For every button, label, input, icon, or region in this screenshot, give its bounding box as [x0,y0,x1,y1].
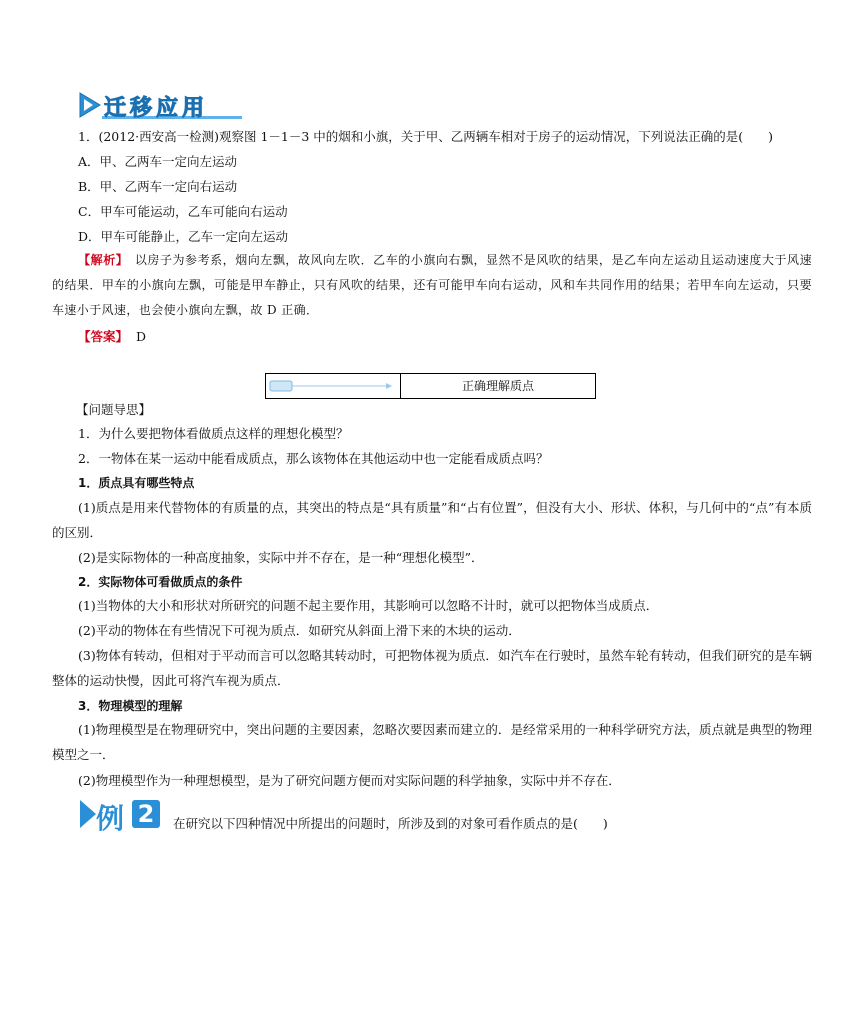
answer-value: D [136,329,147,344]
example-stem: 在研究以下四种情况中所提出的问题时，所涉及到的对象可看作质点的是( ) [173,816,608,831]
decorative-arrow-icon [268,375,398,397]
guide-question-2: 2．一物体在某一运动中能看成质点，那么该物体在其他运动中也一定能看成质点吗？ [78,451,549,466]
example-label: 例 [96,802,125,835]
analysis-label: 【解析】 [78,253,123,267]
paragraph-3: (1)当物体的大小和形状对所研究的问题不起主要作用，其影响可以忽略不计时，就可以把物体当成质点． [78,598,659,613]
table-title: 正确理解质点 [461,379,534,393]
table-left-cell [266,374,401,398]
paragraph-1: (1)质点是用来代替物体的有质量的点，其突出的特点是“具有质量”和“占有位置”，但没有大小、形状、体积，与几何中的“点”有本质的区别． [52,500,812,540]
analysis-paragraph [52,248,812,323]
heading-3: 3．物理模型的理解 [78,699,183,713]
play-arrow-icon [78,91,102,119]
guide-label: 【问题导思】 [76,402,152,417]
paragraph-4: (2)平动的物体在有些情况下可视为质点．如研究从斜面上滑下来的木块的运动． [78,623,521,638]
guide-question-1: 1．为什么要把物体看做质点这样的理想化模型？ [78,426,349,441]
paragraph-2: (2)是实际物体的一种高度抽象，实际中并不存在，是一种“理想化模型”． [78,550,484,565]
question-stem: 1．(2012·西安高一检测)观察图 1－1－3 中的烟和小旗，关于甲、乙两辆车相对于房子的运动情况，下列说法正确的是( ) [78,129,774,144]
example-number: 2 [137,800,155,828]
paragraph-6: (1)物理模型是在物理研究中，突出问题的主要因素，忽略次要因素而建立的．是经常采用的一种科学研究方法，质点就是典型的物理模型之一． [52,722,812,762]
option-a: A．甲、乙两车一定向左运动 [78,154,238,169]
option-c: C．甲车可能运动，乙车可能向右运动 [78,204,288,219]
paragraph-7: (2)物理模型作为一种理想模型，是为了研究问题方便而对实际问题的科学抽象，实际中并不存在． [78,773,621,788]
banner-title: 迁移应用 [104,96,209,121]
analysis-text: 以房子为参考系，烟向左飘，故风向左吹．乙车的小旗向右飘，显然不是风吹的结果，是乙车向左运动且运动速度大于风速的结果．甲车的小旗向左飘，可能是甲车静止，只有风吹的结果，还有可能甲车向右运动，风和车共同作用的结果；若甲车向左运动，只要车速小于风速，也会使小旗向左飘，故 D 正确． [52,253,812,317]
answer-line [78,327,146,345]
section-title-table [265,373,596,399]
paragraph-5: (3)物体有转动，但相对于平动而言可以忽略其转动时，可把物体视为质点．如汽车在行驶时，虽然车轮有转动，但我们研究的是车辆整体的运动快慢，因此可将汽车视为质点． [52,648,812,688]
option-b: B．甲、乙两车一定向右运动 [78,179,238,194]
play-arrow-icon [78,798,98,830]
heading-1: 1．质点具有哪些特点 [78,476,195,490]
example-number-box [132,800,160,828]
option-d: D．甲车可能静止，乙车一定向左运动 [78,229,289,244]
answer-label: 【答案】 [78,329,129,344]
heading-2: 2．实际物体可看做质点的条件 [78,575,243,589]
